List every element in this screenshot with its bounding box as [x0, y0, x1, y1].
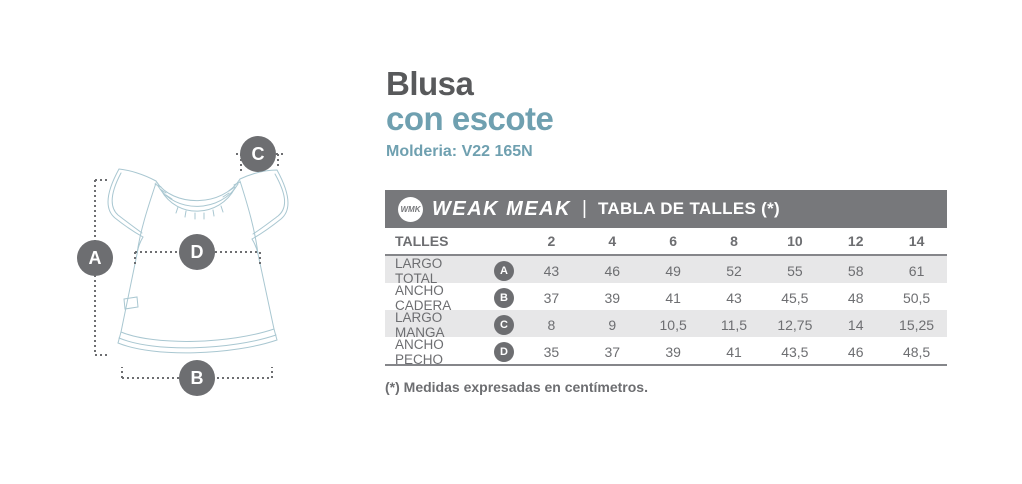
measure-marker-b: B — [179, 360, 215, 396]
value-cell: 50,5 — [902, 290, 931, 306]
badge-column — [487, 261, 521, 281]
garment-diagram — [0, 0, 380, 484]
size-cell: 2 — [547, 233, 556, 249]
value-cell: 46 — [847, 344, 864, 360]
value-cell: 43 — [726, 290, 742, 306]
value-cell: 43 — [543, 263, 560, 279]
size-cell: 6 — [669, 233, 678, 249]
size-header-row — [385, 228, 947, 256]
product-subtitle: con escote — [386, 100, 554, 137]
size-cell: 14 — [908, 233, 925, 249]
value-cell: 10,5 — [659, 317, 687, 333]
value-cell: 45,5 — [781, 290, 809, 306]
size-table — [385, 190, 947, 395]
value-cell: 12,75 — [777, 317, 813, 333]
measure-label: LARGO MANGA — [395, 310, 445, 340]
value-cell: 41 — [665, 290, 681, 306]
value-cell: 9 — [608, 317, 617, 333]
value-cell: 11,5 — [720, 317, 748, 333]
value-cell: 37 — [604, 344, 621, 360]
row-marker-badge: D — [494, 342, 514, 362]
row-marker-badge: B — [494, 288, 514, 308]
table-body — [385, 256, 947, 366]
table-header-bar — [385, 190, 947, 228]
brand-logo-icon — [398, 197, 423, 222]
badge-column — [487, 315, 521, 335]
measure-marker-a: A — [77, 240, 113, 276]
measure-label: ANCHO CADERA — [395, 283, 452, 313]
brand-logo-text: WMK — [400, 204, 421, 214]
value-cell: 48,5 — [902, 344, 931, 360]
value-cell: 35 — [543, 344, 560, 360]
badge-column — [487, 342, 521, 362]
size-cell: 4 — [608, 233, 617, 249]
value-cell: 39 — [665, 344, 681, 360]
value-cell: 52 — [726, 263, 742, 279]
brand-name: WEAK MEAK — [432, 197, 572, 220]
measure-label: ANCHO PECHO — [395, 337, 444, 367]
table-title: TABLA DE TALLES (*) — [597, 199, 780, 218]
size-cell: 12 — [847, 233, 864, 249]
value-cell: 15,25 — [899, 317, 935, 333]
sizes-label: TALLES — [395, 233, 449, 249]
product-title: Blusa — [386, 65, 474, 102]
header-separator: | — [582, 198, 587, 219]
badge-column — [487, 288, 521, 308]
size-cell: 10 — [787, 233, 803, 249]
value-cell: 58 — [847, 263, 864, 279]
value-cell: 46 — [604, 263, 621, 279]
value-cell: 55 — [787, 263, 803, 279]
table-row — [385, 283, 947, 313]
table-row — [385, 337, 947, 367]
measure-marker-c: C — [240, 136, 276, 172]
size-cell: 8 — [730, 233, 738, 249]
measure-label: LARGO TOTAL — [395, 256, 443, 286]
table-row — [385, 256, 947, 286]
value-cell: 41 — [726, 344, 742, 360]
value-cell: 48 — [847, 290, 864, 306]
product-header — [386, 66, 553, 161]
value-cell: 37 — [543, 290, 560, 306]
value-cell: 61 — [908, 263, 925, 279]
table-row — [385, 310, 947, 340]
units-footnote: (*) Medidas expresadas en centímetros. — [385, 379, 648, 395]
value-cell: 43,5 — [781, 344, 809, 360]
row-marker-badge: A — [494, 261, 514, 281]
value-cell: 14 — [847, 317, 864, 333]
row-marker-badge: C — [494, 315, 514, 335]
value-cell: 8 — [547, 317, 556, 333]
measure-marker-d: D — [179, 234, 215, 270]
value-cell: 49 — [665, 263, 681, 279]
pattern-code: Molderia: V22 165N — [386, 143, 533, 160]
value-cell: 39 — [604, 290, 621, 306]
